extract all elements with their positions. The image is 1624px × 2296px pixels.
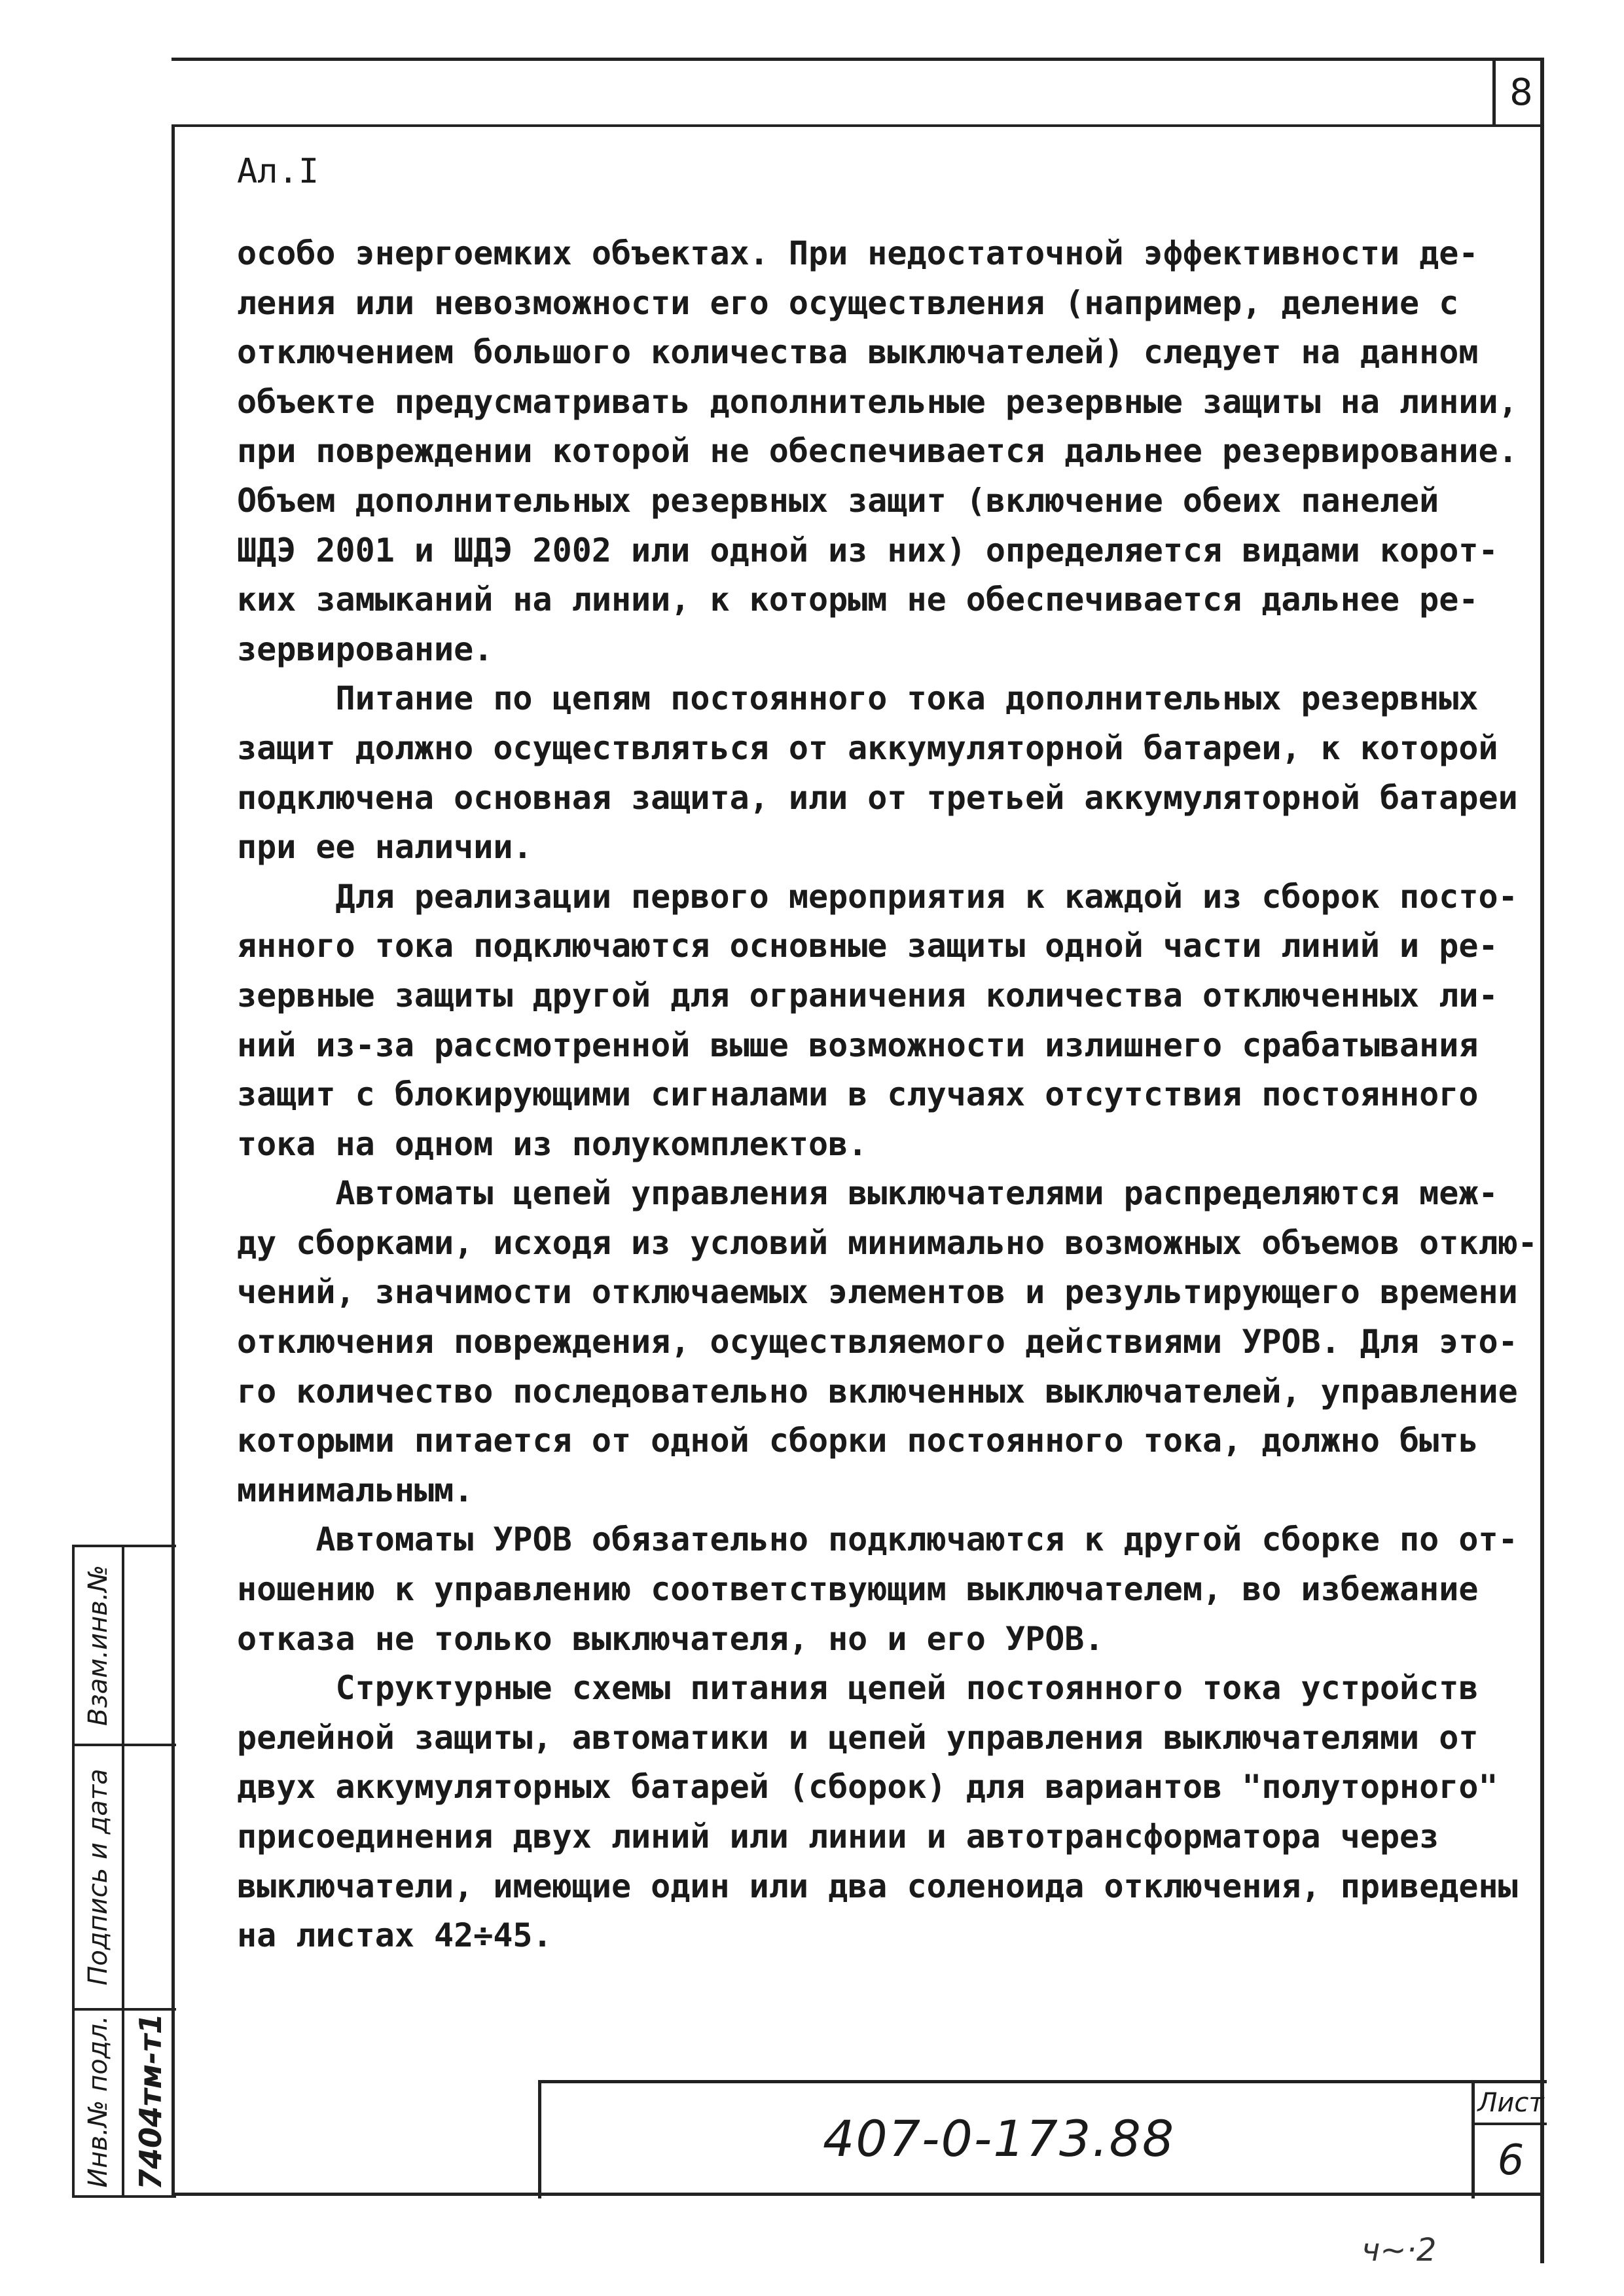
frame-inner-top-line: [171, 124, 1543, 127]
stamp-cell-vzam: [75, 1547, 122, 1746]
handwritten-mark: ч~·2: [1362, 2232, 1437, 2269]
frame-top-line: [171, 58, 1543, 61]
stamp-label-column: [75, 1547, 124, 2195]
body-line: которыми питается от одной сборки постоянного тока, должно быть: [237, 1422, 1479, 1460]
body-line: Для реализации первого мероприятия к каждой из сборок посто-: [237, 877, 1518, 916]
body-line: при ее наличии.: [237, 828, 533, 867]
body-line: зервирование.: [237, 630, 494, 668]
body-line: ношению к управлению соответствующим выключателем, во избежание: [237, 1570, 1479, 1609]
body-line: ления или невозможности его осуществления (например, деление с: [237, 283, 1459, 322]
body-line: Питание по цепям постоянного тока дополнительных резервных: [237, 679, 1479, 718]
stamp-inv-label: Инв.№ подл.: [83, 2015, 113, 2188]
body-line: на листах 42÷45.: [237, 1916, 552, 1955]
body-line: отключением большого количества выключателей) следует на данном: [237, 333, 1479, 372]
stamp-vzam-label: Взам.инв.№: [83, 1564, 113, 1727]
body-line: двух аккумуляторных батарей (сборок) для вариантов "полуторного": [237, 1768, 1498, 1806]
body-line: зервные защиты другой для ограничения количества отключенных ли-: [237, 976, 1498, 1014]
body-line: отключения повреждения, осуществляемого действиями УРОВ. Для это-: [237, 1323, 1518, 1361]
body-line: Автоматы цепей управления выключателями распределяются меж-: [237, 1174, 1498, 1213]
body-line: защит должно осуществляться от аккумуляторной батареи, к которой: [237, 728, 1498, 767]
body-line: объекте предусматривать дополнительные резервные защиты на линии,: [237, 382, 1518, 421]
sheet-page-number: 6: [1497, 2136, 1525, 2185]
body-line: выключатели, имеющие один или два соленоида отключения, приведены: [237, 1867, 1518, 1905]
title-block: [538, 2080, 1547, 2198]
body-line: особо энергоемких объектах. При недостаточной эффективности де-: [237, 234, 1479, 272]
stamp-cell-inv: [75, 2011, 122, 2193]
section-label: Ал.I: [237, 152, 319, 191]
frame-right-line: [1540, 58, 1544, 2263]
body-line: подключена основная защита, или от третьей аккумуляторной батареи: [237, 778, 1518, 817]
body-line: янного тока подключаются основные защиты одной части линий и ре-: [237, 927, 1498, 965]
stamp-signature-label: Подпись и дата: [83, 1768, 113, 1986]
stamp-signature-value-cell: [124, 1746, 176, 2011]
sheet-number: 8: [1492, 58, 1547, 127]
body-line: отказа не только выключателя, но и его УРОВ.: [237, 1619, 1104, 1658]
sheet-label: Лист: [1475, 2083, 1547, 2125]
stamp-inv-value-cell: [124, 2011, 176, 2193]
document-code: 407-0-173.88: [823, 2109, 1176, 2168]
stamp-vzam-value-cell: [124, 1547, 176, 1746]
body-line: ний из-за рассмотренной выше возможности излишнего срабатывания: [237, 1026, 1479, 1064]
margin-stamp: [72, 1545, 176, 2198]
body-line: ду сборками, исходя из условий минимально возможных объемов отклю-: [237, 1223, 1538, 1262]
body-line: чений, значимости отключаемых элементов и результирующего времени: [237, 1273, 1518, 1312]
stamp-cell-signature: [75, 1746, 122, 2011]
body-line: присоединения двух линий или линии и автотрансформатора через: [237, 1818, 1439, 1856]
body-line: ких замыканий на линии, к которым не обеспечивается дальнее ре-: [237, 581, 1479, 619]
stamp-inv-value: 7404тм-т1: [132, 2013, 168, 2191]
body-line: Структурные схемы питания цепей постоянного тока устройств: [237, 1669, 1479, 1708]
body-line: релейной защиты, автоматики и цепей управления выключателями от: [237, 1718, 1479, 1757]
sheet-box: [1471, 2083, 1547, 2198]
body-line: Объем дополнительных резервных защит (включение обеих панелей: [237, 481, 1439, 520]
body-text: [237, 229, 1538, 1961]
body-line: защит с блокирующими сигналами в случаях отсутствия постоянного: [237, 1075, 1479, 1114]
body-line: го количество последовательно включенных выключателей, управление: [237, 1372, 1518, 1410]
stamp-value-column: [124, 1547, 176, 2195]
body-line: Автоматы УРОВ обязательно подключаются к другой сборке по от-: [237, 1520, 1518, 1559]
body-line: минимальным.: [237, 1471, 474, 1509]
body-line: при повреждении которой не обеспечивается дальнее резервирование.: [237, 432, 1518, 471]
body-line: тока на одном из полукомплектов.: [237, 1124, 868, 1163]
body-line: ШДЭ 2001 и ШДЭ 2002 или одной из них) определяется видами корот-: [237, 531, 1498, 569]
